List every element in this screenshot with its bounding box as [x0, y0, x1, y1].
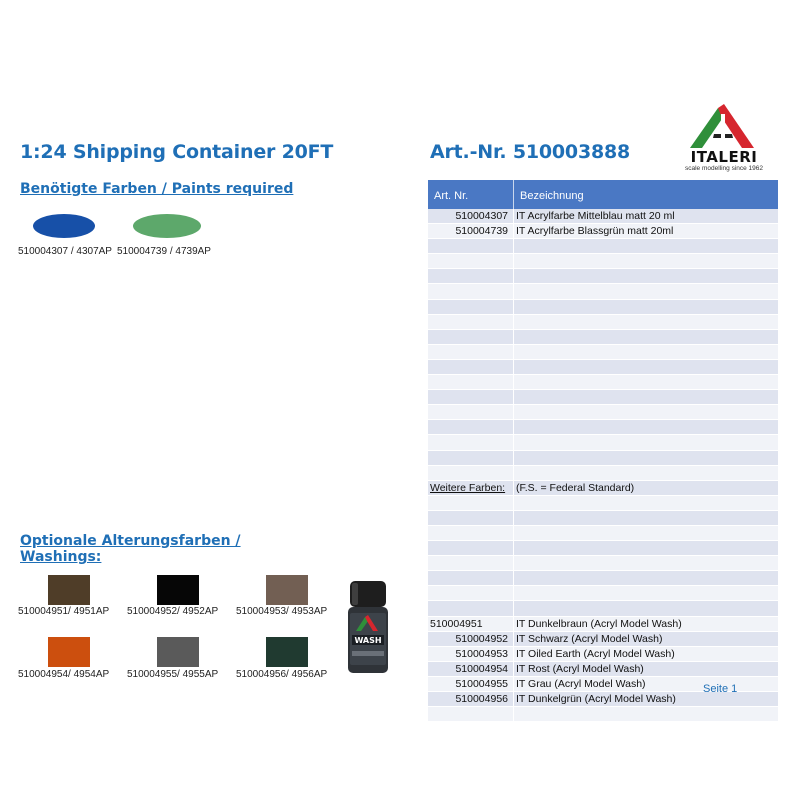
table-row [428, 375, 778, 390]
table-row [428, 390, 778, 405]
paints-table [428, 180, 778, 722]
table-row [428, 254, 778, 269]
cell-bezeichnung: IT Acrylfarbe Mittelblau matt 20 ml [516, 210, 675, 222]
cell-bezeichnung: IT Acrylfarbe Blassgrün matt 20ml [516, 225, 674, 238]
table-row [428, 209, 778, 224]
wash-swatch [266, 637, 308, 667]
italeri-logo [668, 104, 780, 174]
table-row [428, 647, 778, 662]
cell-art-nr: 510004956 [455, 693, 508, 705]
washings-heading-line1: Optionale Alterungsfarben / [20, 533, 241, 549]
paints-heading: Benötigte Farben / Paints required [20, 181, 294, 197]
table-row [428, 586, 778, 601]
wash-caption: 510004953/ 4953AP [236, 606, 328, 617]
table-row [428, 284, 778, 299]
cell-art-nr: 510004952 [455, 632, 508, 645]
wash-swatch [157, 575, 199, 605]
cell-art-nr: 510004951 [430, 617, 483, 630]
table-row [428, 345, 778, 360]
table-row [428, 239, 778, 254]
cell-art-nr: 510004954 [455, 662, 508, 675]
wash-caption: 510004955/ 4955AP [127, 669, 219, 680]
paint-swatch-blue [33, 214, 95, 238]
article-number: Art.-Nr. 510003888 [430, 141, 631, 163]
page-number: Seite 1 [703, 683, 738, 695]
bottle-label: WASH [354, 636, 382, 645]
table-row [428, 420, 778, 435]
cell-bezeichnung: IT Rost (Acryl Model Wash) [516, 662, 644, 675]
table-header [428, 180, 778, 209]
cell-art-nr: 510004739 [455, 225, 508, 238]
table-row [428, 269, 778, 284]
wash-swatch [157, 637, 199, 667]
wash-caption: 510004956/ 4956AP [236, 669, 328, 680]
table-row [428, 632, 778, 647]
wash-swatch [48, 575, 90, 605]
page-title: 1:24 Shipping Container 20FT [20, 141, 334, 163]
cell-bezeichnung: IT Dunkelbraun (Acryl Model Wash) [516, 617, 682, 630]
cell-bezeichnung: IT Schwarz (Acryl Model Wash) [516, 632, 663, 645]
table-row [428, 451, 778, 466]
table-row [428, 662, 778, 677]
header-art-nr: Art. Nr. [434, 190, 469, 202]
cell-bezeichnung: IT Dunkelgrün (Acryl Model Wash) [516, 693, 676, 705]
table-row [428, 617, 778, 632]
table-row [428, 481, 778, 496]
table-row [428, 224, 778, 239]
wash-swatch [266, 575, 308, 605]
table-row [428, 360, 778, 375]
table-row [428, 300, 778, 315]
table-row [428, 526, 778, 541]
cell-art-nr: 510004955 [455, 677, 508, 690]
cell-art-nr: 510004953 [455, 647, 508, 660]
cell-bezeichnung: (F.S. = Federal Standard) [516, 481, 635, 494]
wash-caption: 510004952/ 4952AP [127, 606, 219, 617]
wash-caption: 510004954/ 4954AP [18, 669, 110, 680]
table-row [428, 571, 778, 586]
table-row [428, 511, 778, 526]
table-body [428, 209, 778, 722]
header-bezeichnung: Bezeichnung [520, 190, 584, 202]
table-row [428, 541, 778, 556]
table-row [428, 601, 778, 616]
table-row [428, 556, 778, 571]
table-row [428, 435, 778, 450]
paint-caption: 510004739 / 4739AP [117, 246, 211, 257]
wash-bottle-icon [346, 579, 390, 675]
table-row [428, 707, 778, 722]
wash-swatch [48, 637, 90, 667]
cell-bezeichnung: IT Oiled Earth (Acryl Model Wash) [516, 647, 675, 660]
table-row [428, 330, 778, 345]
paint-swatch-green [133, 214, 201, 238]
wash-caption: 510004951/ 4951AP [18, 606, 110, 617]
table-row [428, 496, 778, 511]
cell-art-nr: 510004307 [455, 210, 508, 222]
washings-heading [20, 533, 241, 565]
paint-caption: 510004307 / 4307AP [18, 246, 112, 257]
cell-art-nr: Weitere Farben: [430, 481, 506, 494]
table-row [428, 405, 778, 420]
italeri-mark-icon [688, 104, 758, 150]
washings-heading-line2: Washings: [20, 549, 102, 565]
cell-bezeichnung: IT Grau (Acryl Model Wash) [516, 677, 646, 690]
logo-brand: ITALERI [690, 148, 758, 166]
table-row [428, 315, 778, 330]
table-row [428, 466, 778, 481]
logo-slogan: scale modelling since 1962 [684, 165, 764, 172]
